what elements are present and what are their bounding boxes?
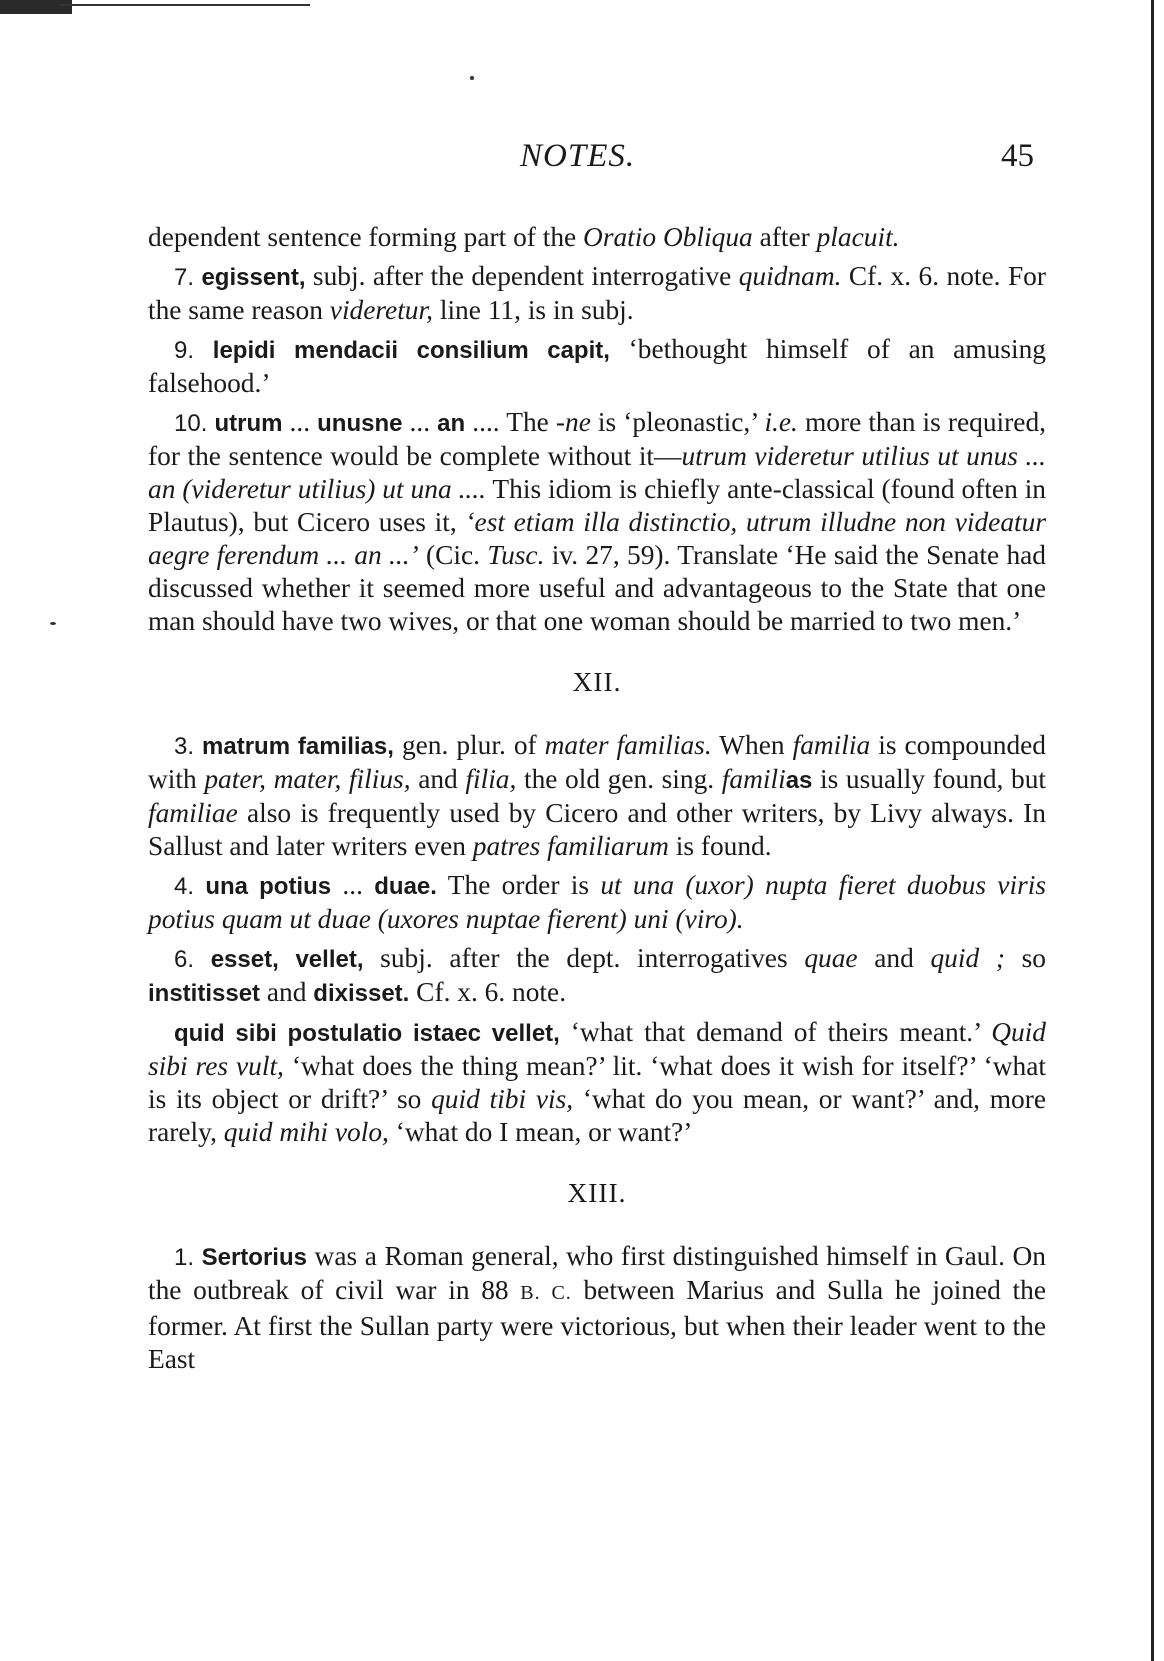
note-text: was a Roman general, who first distinguished himself in Gaul. On the outbreak of civil war in 88 [148,1241,1046,1305]
note-text: between Marius and Sulla he joined the former. At first the Sullan party were victorious, but when their leader went to the East [148,1275,1047,1374]
scan-speck [50,622,56,625]
latin-term: i.e. [764,407,798,437]
note-text: The order is [436,870,601,900]
note-paragraph [148,1016,1046,1149]
lemma: utrum [214,410,283,437]
lemma: esset, [210,946,279,973]
note-text: line 11, is in subj. [432,295,634,325]
section-heading: XIII. [567,1178,627,1208]
latin-term: placuit. [816,222,900,252]
note-text: Cf. x. 6. note. [409,977,567,1007]
lemma: Sertorius [201,1244,307,1271]
note-text: subj. after the dependent interrogative [305,261,739,291]
latin-term: familia [792,730,871,760]
latin-term: quid mihi volo, [223,1117,389,1147]
lemma: dixisset. [313,980,410,1007]
note-text: gen. plur. of [393,730,545,760]
lemma: matrum familias, [202,733,394,760]
note-text: dependent sentence forming part of the [148,222,584,252]
note-text: subj. after the dept. interrogatives [363,943,805,973]
latin-term: ut una (uxor) nupta fieret duobus viris potius quam ut duae (uxores nuptae fierent) uni (viro). [148,870,1046,934]
line-number: 9. [174,337,195,364]
note-text: also is frequently used by Cicero and other writers, by Livy always. In Sallust and later writers even [148,798,1046,861]
latin-term: mater familias. [544,730,712,760]
note-text: When [711,730,793,760]
note-text: is found. [668,831,772,861]
latin-term: quid ; [930,943,1005,973]
page-edge-rule [1151,0,1154,1661]
note-text: and [857,943,931,973]
running-head: NOTES. [520,138,636,174]
note-text: is compounded with [148,730,1046,794]
section-heading: XII. [572,667,622,697]
note-text [266,764,274,794]
note-text: the old gen. sing. [516,764,722,794]
note-paragraph [148,729,1046,863]
note-paragraph [148,260,1046,327]
lemma: egissent, [201,264,306,291]
latin-term: Quid sibi res vult, [148,1017,1046,1081]
note-text [279,943,296,973]
lemma: an [437,410,466,437]
note-text: after [752,222,817,252]
note-paragraph [148,333,1046,400]
page-header [0,138,1164,188]
note-paragraph [148,869,1046,936]
note-text: ... [282,407,318,437]
lemma: una potius [205,873,332,900]
note-text: more than is required, for the sentence would be complete without it— [148,407,1046,471]
note-text: .... The [465,407,556,437]
note-text: and [260,977,314,1007]
latin-term: mater, [273,764,342,794]
lemma: institisset [148,980,261,1007]
latin-term: quae [804,943,858,973]
note-text: ‘what that demand of theirs meant.’ [559,1017,992,1047]
note-text: ... [331,870,375,900]
latin-term: quid tibi vis, [431,1084,574,1114]
latin-term: Oratio Obliqua [583,222,753,252]
line-number: 1. [174,1244,195,1271]
note-paragraph [148,406,1046,638]
latin-quotation: ‘est etiam illa distinctio, utrum illudne non videatur aegre ferendum ... an ...’ [148,507,1046,570]
latin-term: familiae [148,798,238,828]
latin-term: videretur, [329,295,433,325]
note-text: iv. 27, 59). Translate ‘He said the Senate had discussed whether it seemed more useful and advantageous to the State that one man should have two wives, or that one woman should be married to two men.’ [148,540,1046,636]
latin-term: filia, [465,764,517,794]
lemma: duae. [374,873,437,900]
note-paragraph [148,221,1046,254]
note-text: ‘what do I mean, or want?’ [388,1117,693,1147]
note-text: ... [402,407,438,437]
note-text: ‘what do you mean, or want?’ and, more rarely, [148,1084,1047,1147]
notes-body [148,221,1046,1382]
note-text: Cf. x. 6. note. For the same reason [148,261,1046,325]
note-text: so [1004,943,1047,973]
note-text: ‘what does the thing mean?’ lit. ‘what does it wish for itself?’ ‘what is its object or drift?’ so [148,1051,1046,1114]
lemma: lepidi mendacii consilium capit, [212,337,610,364]
note-text: ‘bethought himself of an amusing falsehood.’ [148,334,1046,398]
line-number: 6. [174,946,195,973]
note-paragraph [148,1240,1046,1376]
lemma: vellet, [295,946,364,973]
latin-term: pater, [204,764,266,794]
line-number: 7. [174,264,195,291]
line-number: 4. [174,873,195,900]
note-paragraph [148,942,1046,1010]
latin-term: utrum videretur utilius ut unus ... an (videretur utilius) ut una .... [148,441,1046,504]
note-text [341,764,349,794]
latin-term: filius, [348,764,411,794]
latin-term: patres familiarum [472,831,669,861]
latin-term: Tusc. [487,540,545,570]
latin-term: quidnam. [738,261,842,291]
latin-ending: as [785,767,813,794]
lemma: quid sibi postulatio istaec vellet, [174,1020,560,1047]
line-number: 3. [174,733,195,760]
note-text: is usually found, but [812,764,1046,794]
note-text: and [410,764,466,794]
latin-term: -ne [555,407,591,437]
line-number: 10. [174,410,208,437]
note-text: (Cic. [418,540,488,570]
note-text: is ‘pleonastic,’ [590,407,765,437]
scan-speck [470,76,474,80]
latin-term: famili [721,764,786,794]
page-number: 45 [1001,138,1034,174]
era-abbreviation: B. C. [520,1282,572,1304]
scan-edge-mark [0,0,310,14]
lemma: unusne [317,410,403,437]
note-text: This idiom is chiefly ante-classical (found often in Plautus), but Cicero uses it, [148,474,1047,537]
